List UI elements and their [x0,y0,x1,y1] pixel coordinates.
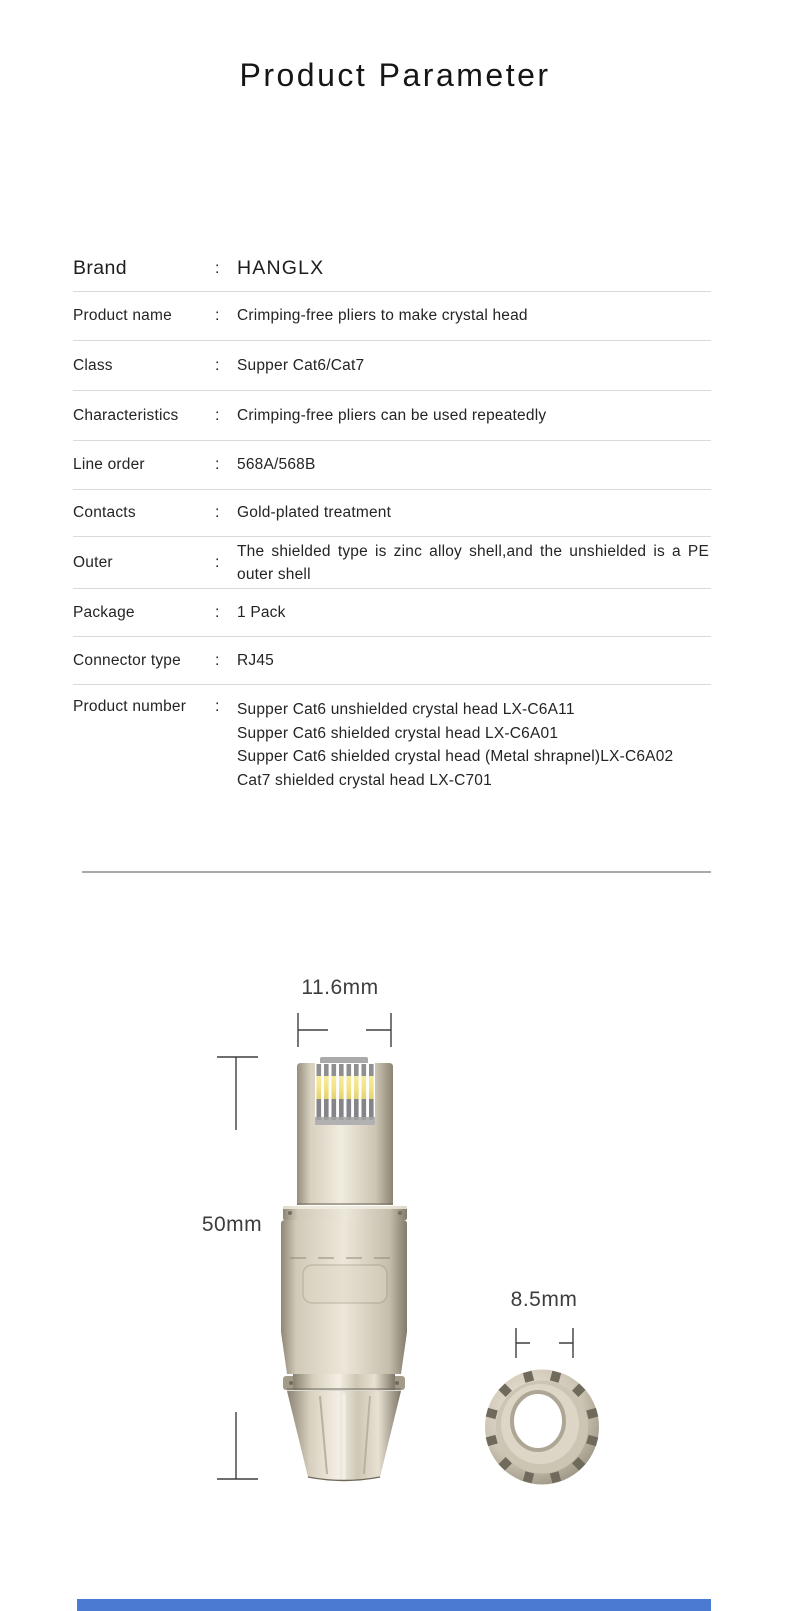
spec-label: Product number [73,698,187,715]
spec-label: Connector type [73,651,181,669]
spec-colon: : [215,456,220,473]
spec-label: Product name [73,307,172,324]
product-number-item: Supper Cat6 shielded crystal head (Metal shrapnel)LX-C6A02 [237,748,674,765]
spec-row-package [73,589,711,637]
product-number-item: Cat7 shielded crystal head LX-C701 [237,771,492,789]
spec-value: Supper Cat6/Cat7 [237,356,365,374]
spec-colon: : [215,406,220,424]
spec-label: Contacts [73,504,136,521]
spec-row-characteristics [73,391,711,441]
spec-colon: : [215,504,220,521]
spec-value: The shielded type is zinc alloy shell,and the unshielded is a PE outer shell [237,542,709,583]
spec-row-brand [73,246,711,292]
dimension-label-width: 11.6mm [301,976,379,999]
spec-value: 568A/568B [237,456,316,473]
spec-label: Outer [73,553,113,571]
page-title: Product Parameter [239,57,551,93]
connector-front-view [281,1057,407,1481]
dimension-label-length: 50mm [201,1213,263,1236]
spec-table [73,246,711,792]
product-number-item: Supper Cat6 shielded crystal head LX-C6A01 [237,724,559,742]
spec-colon: : [215,698,220,715]
spec-colon: : [215,603,220,621]
boot-nut-end-view [485,1370,599,1485]
product-number-item: Supper Cat6 unshielded crystal head LX-C6A11 [237,701,575,718]
rj45-connector-diagram [180,950,650,1490]
spec-row-connector-type [73,637,711,685]
spec-colon: : [215,651,220,669]
section-divider [82,871,711,873]
spec-label: Line order [73,456,145,473]
spec-row-class [73,341,711,391]
product-number-list [237,698,711,792]
spec-colon: : [215,356,220,374]
dimension-label-ring: 8.5mm [510,1288,578,1311]
spec-value: Crimping-free pliers can be used repeatedly [237,406,547,424]
spec-value: 1 Pack [237,603,286,621]
spec-label: Characteristics [73,406,179,424]
spec-value: HANGLX [237,257,325,279]
spec-label: Class [73,356,113,374]
spec-row-product-name [73,292,711,341]
spec-value: RJ45 [237,651,274,669]
spec-row-product-number [73,685,711,792]
spec-value: Gold-plated treatment [237,504,392,521]
spec-row-line-order [73,441,711,490]
spec-row-contacts [73,490,711,537]
spec-colon: : [215,259,220,277]
spec-label: Brand [73,257,128,279]
spec-label: Package [73,603,135,621]
spec-colon: : [215,553,220,571]
bottom-accent-bar [77,1599,711,1611]
spec-value: Crimping-free pliers to make crystal head [237,307,528,324]
spec-colon: : [215,307,220,324]
spec-row-outer [73,537,711,589]
